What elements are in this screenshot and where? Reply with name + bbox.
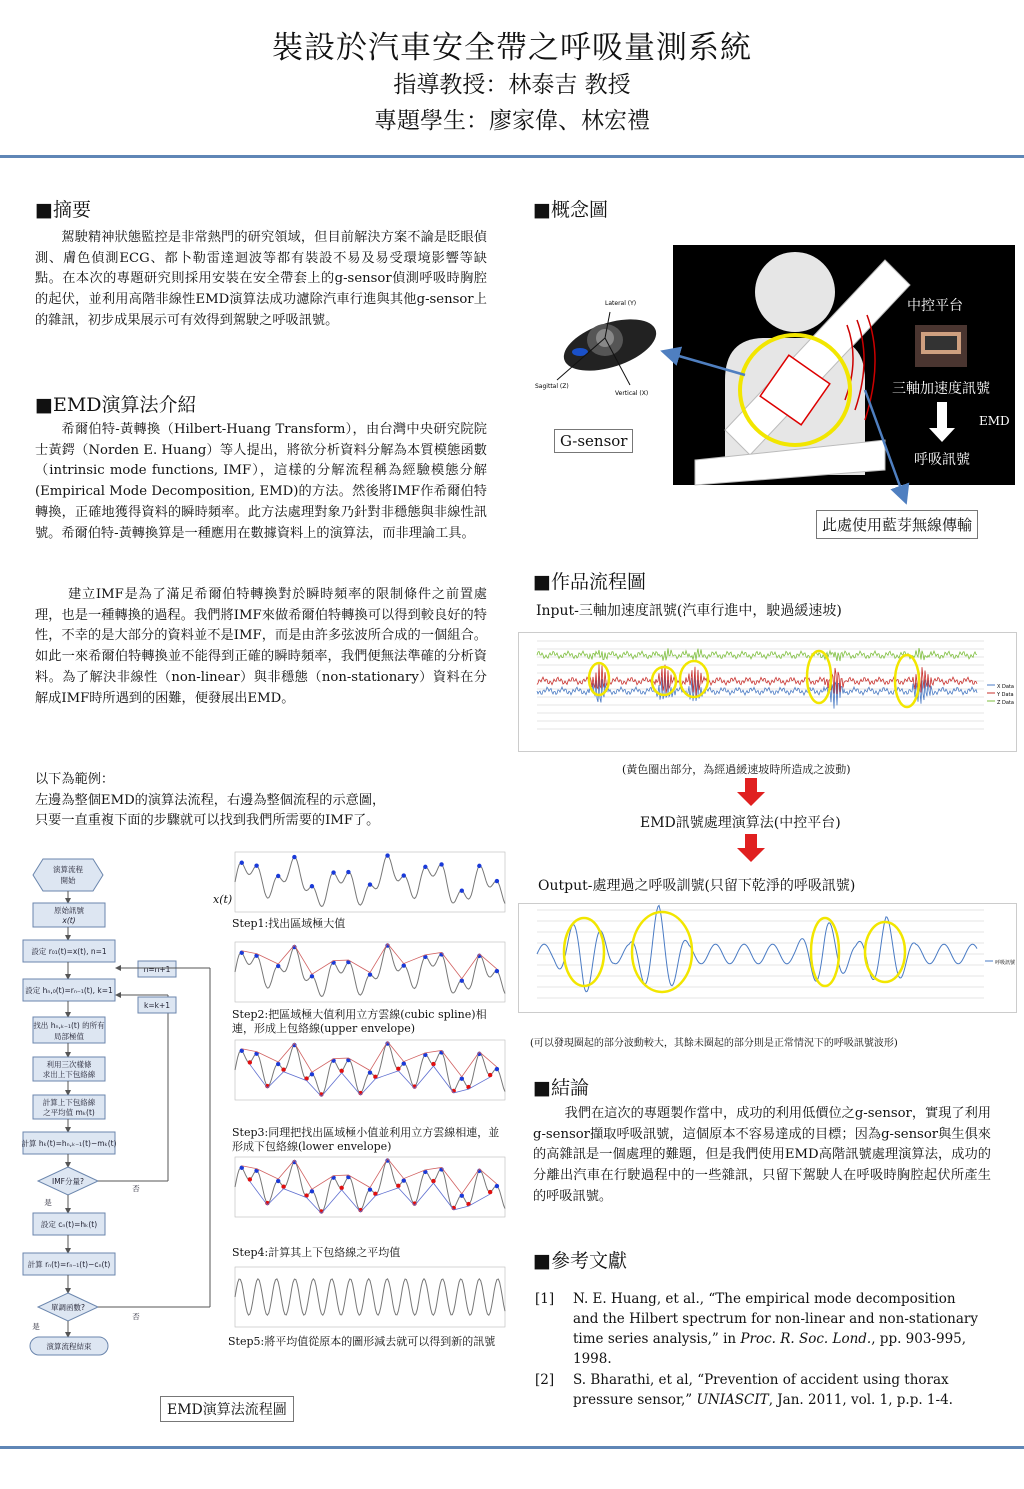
input-legend-label: Z Data [997,700,1014,706]
step-max-point [460,889,464,893]
emd-paragraph-2: 建立IMF是為了滿足希爾伯特轉換對於瞬時頻率的限制條件之前置處理，也是一種轉換的過程。我們將IMF來做希爾伯特轉換可以得到較良好的特性，不幸的是大部分的資料並不是IMF，而是由許多弦波所合成的一個組合。如此一來希爾伯特轉換並不能得到正確的瞬時頻率，我們便無法準確的分析資料。為了解決非線性（non-linear）與非穩態（non-stationary）資料在分解成IMF時所遇到的困難，便發展出EMD。 [35,587,487,706]
references-heading: ■參考文獻 [533,1250,627,1272]
svg-text:求出上下包絡線: 求出上下包絡線 [42,1070,96,1079]
example-line-3: 只要一直重複下面的步驟就可以找到我們所需要的IMF了。 [35,813,380,829]
flow-n-increment-label: n=n+1 [143,965,171,974]
abstract-text: 駕駛精神狀態監控是非常熱門的研究領域，但目前解決方案不論是眨眼偵測、膚色偵測ECG、都卜勒雷達迴波等都有裝設不易及易受環境影響等缺點。在本次的專題研究則採用安裝在安全帶套上的g-sensor偵測呼吸時胸腔的起伏，並利用高階非線性EMD演算法成功濾除汽車行進與其他g-sensor上的雜訊，初步成果展示可有效得到駕駛之呼吸訊號。 [35,230,487,328]
step-max-point [276,964,280,968]
step-plot-frame-5 [235,1267,505,1327]
platform-label: 中控平台 [907,298,963,314]
step-max-point [402,1178,406,1182]
flowchart-caption: EMD演算法流程圖 [160,1396,294,1422]
gsensor-label: G-sensor [554,429,633,453]
ref-1-authors: N. E. Huang, et al., “The empirical mode decomposition and the Hilbert spectrum for non-linear and non-stationary time series analysis,” in [573,1291,978,1347]
ref-2-pages: , Jan. 2011, vol. 1, p.p. 1-4. [768,1392,953,1408]
svg-text:計算上下包絡線: 計算上下包絡線 [42,1098,96,1107]
step-min-point [488,1073,492,1077]
emd-flowchart [18,855,218,1365]
ref-2-text [573,1370,973,1410]
ref-2-authors: S. Bharathi, et al, “Prevention of accident using thorax pressure sensor,” [573,1372,949,1408]
step-2-caption: Step2:把區域極大值利用立方雲線(cubic spline)相連，形成上包絡線(upper envelope) [232,1008,487,1035]
step-max-point [495,969,499,973]
step-min-point [396,1067,400,1071]
step-max-point [495,1067,499,1071]
step-plot-3 [235,1040,505,1100]
step-max-point [276,874,280,878]
output-note: (可以發現圈起的部分波動較大，其餘未圈起的部分則是正常情況下的呼吸訊號波形) [530,1038,898,1049]
step-max-point [292,855,296,859]
conclusion-text: 我們在這次的專題製作當中，成功的利用低價位之g-sensor，實現了利用g-sensor擷取呼吸訊號，這個原本不容易達成的目標；因為g-sensor與生俱來的高雜訊是一個處理的難題，但是我們使用EMD高階訊號處理演算法，成功的分離出汽車在行駛過程中的一些雜訊，只留下駕駛人在呼吸時胸腔起伏所產生的呼吸訊號。 [533,1106,991,1204]
step-min-point [488,1190,492,1194]
step-max-point [402,1061,406,1065]
step-max-point [276,1062,280,1066]
step-5-caption: Step5:將平均值從原本的圖形減去就可以得到新的訊號 [228,1335,496,1348]
emd-heading: ■EMD演算法介紹 [35,394,197,416]
example-line-2: 左邊為整個EMD的演算法流程，右邊為整個流程的示意圖， [35,792,386,808]
step-max-point [495,879,499,883]
ref-1-pages: , pp. 903-995, 1998. [573,1331,967,1367]
step-1-caption: Step1:找出區域極大值 [232,917,346,930]
emd-example [35,770,495,832]
example-line-1: 以下為範例： [35,772,115,787]
step-min-point [281,1184,285,1188]
step-max-point [346,870,350,874]
output-legend-label: 呼吸訊號 [995,960,1016,966]
process-heading: ■作品流程圖 [533,571,646,593]
breath-signal-label: 呼吸訊號 [914,452,970,468]
flow-start-label: 演算流程 [53,865,83,874]
input-label: Input-三軸加速度訊號(汽車行進中，駛過緩速坡) [536,603,842,619]
emd-paragraph-1: 希爾伯特-黃轉換（Hilbert-Huang Transform），由台灣中央研究院院士黃鍔（Norden E. Huang）等人提出，將欲分析資料分解為本質模態函數（intrinsic mode functions, IMF），這樣的分解流程稱為經驗模態分解(Empirical Mode Decomposition, EMD)的方法。然後將IMF作希爾伯特轉換，正確地獲得資料的瞬時頻率。此方法處理對象乃針對非穩態與非線性訊號。希爾伯特-黃轉換算是一種應用在數據資料上的演算法，而非理論工具。 [35,422,487,541]
students-line: 專題學生：廖家偉、林宏禮 [374,108,650,134]
step-max-point [385,853,389,857]
flow-start-label-2: 開始 [60,876,76,885]
accel-signal-label: 三軸加速度訊號 [892,381,990,397]
top-divider [0,155,1024,158]
flow-k-increment-label: k=k+1 [143,1001,171,1010]
axis-sagittal-label: Sagittal (Z) [535,383,569,390]
ref-1-text [573,1289,978,1369]
step-max-point [439,862,443,866]
output-breath-chart [518,903,1017,1013]
step-max-point [254,863,258,867]
step-max-point [477,864,481,868]
axis-vertical-label: Vertical (X) [615,390,649,397]
emd-arrow-label: EMD [979,414,1010,428]
step-plot-frame-1 [235,852,505,912]
step-min-point [248,1060,252,1064]
advisor-line: 指導教授：林泰吉 教授 [393,72,631,98]
step-plot-5 [235,1267,505,1327]
step-min-point [248,1177,252,1181]
flow-input-label: 原始訊號 [54,906,84,915]
step-plot-2 [235,942,505,1002]
input-accel-chart [518,632,1017,752]
step-max-point [276,1179,280,1183]
flow-no-2: 否 [132,1312,140,1321]
algo-label: EMD訊號處理演算法(中控平台) [640,815,841,831]
step-4-caption: Step4:計算其上下包絡線之平均值 [232,1246,401,1259]
flow-no-1: 否 [132,1184,140,1193]
step-max-point [368,882,372,886]
page-title: 裝設於汽車安全帶之呼吸量測系統 [272,30,752,66]
bottom-divider [0,1446,1024,1449]
input-legend-label: X Data [997,684,1014,690]
step-min-point [281,1067,285,1071]
ref-1-number: [1] [535,1291,555,1307]
flow-yes-2: 是 [32,1322,40,1331]
step-min-point [396,1184,400,1188]
step-3-caption: Step3:同理把找出區域極小值並利用立方雲線相連，並形成下包絡線(lower envelope) [232,1126,500,1153]
flow-end-label: 演算流程結束 [46,1342,92,1351]
conclusion-heading: ■結論 [533,1077,589,1099]
step-plot-4 [235,1157,505,1217]
step-max-point [402,963,406,967]
svg-text:利用三次樣條: 利用三次樣條 [46,1060,92,1069]
step-xlabel: x(t) [213,893,233,906]
flow-start-node [33,859,103,891]
flow-yes-1: 是 [44,1198,52,1207]
flow-decision-monotonic-label: 單調函數? [51,1303,85,1312]
gsensor-device [557,309,662,385]
ref-2-journal: UNIASCIT [696,1392,769,1408]
step-max-point [402,873,406,877]
red-arrow-2 [737,834,765,862]
ref-2-number: [2] [535,1372,555,1388]
concept-heading: ■概念圖 [533,199,608,221]
flow-node-init-h-label: 設定 hₙ,₀(t)=rₙ₋₁(t), k=1 [25,986,113,995]
flow-node-compute-h-label: 計算 hₖ(t)=hₙ,ₖ₋₁(t)−mₖ(t) [21,1139,117,1148]
input-note: (黃色圈出部分，為經過緩速坡時所造成之波動) [622,763,851,776]
red-arrow-1 [737,778,765,806]
svg-text:找出 hₙ,ₖ₋₁(t) 的所有: 找出 hₙ,ₖ₋₁(t) 的所有 [33,1021,105,1030]
flow-node-init-r-label: 設定 r₀₁(t)=x(t), n=1 [31,947,107,956]
ref-1-journal: Proc. R. Soc. Lond. [740,1331,872,1347]
step-max-point [310,884,314,888]
abstract-heading: ■摘要 [35,199,91,221]
axis-lateral-label: Lateral (Y) [605,300,637,307]
driver-head [755,252,835,332]
step-max-point [423,865,427,869]
input-legend-label: Y Data [997,692,1014,698]
step-max-point [331,870,335,874]
step-max-point [495,1184,499,1188]
svg-text:之平均值 mₖ(t): 之平均值 mₖ(t) [43,1108,95,1117]
flow-node-set-c-label: 設定 cₙ(t)=hₖ(t) [40,1220,98,1229]
flow-node-residual-label: 計算 rₙ(t)=rₙ₋₁(t)−cₙ(t) [27,1260,111,1269]
step-plot-1 [235,852,505,912]
svg-text:局部極值: 局部極值 [54,1032,84,1041]
step-max-point [240,861,244,865]
output-label: Output-處理過之呼吸訓號(只留下乾淨的呼吸訊號) [538,878,856,894]
concept-diagram [535,240,1015,540]
svg-text:x(t): x(t) [62,916,76,925]
bluetooth-label: 此處使用藍芽無線傳輸 [816,510,978,539]
flow-decision-imf-label: IMF分量? [52,1177,84,1186]
